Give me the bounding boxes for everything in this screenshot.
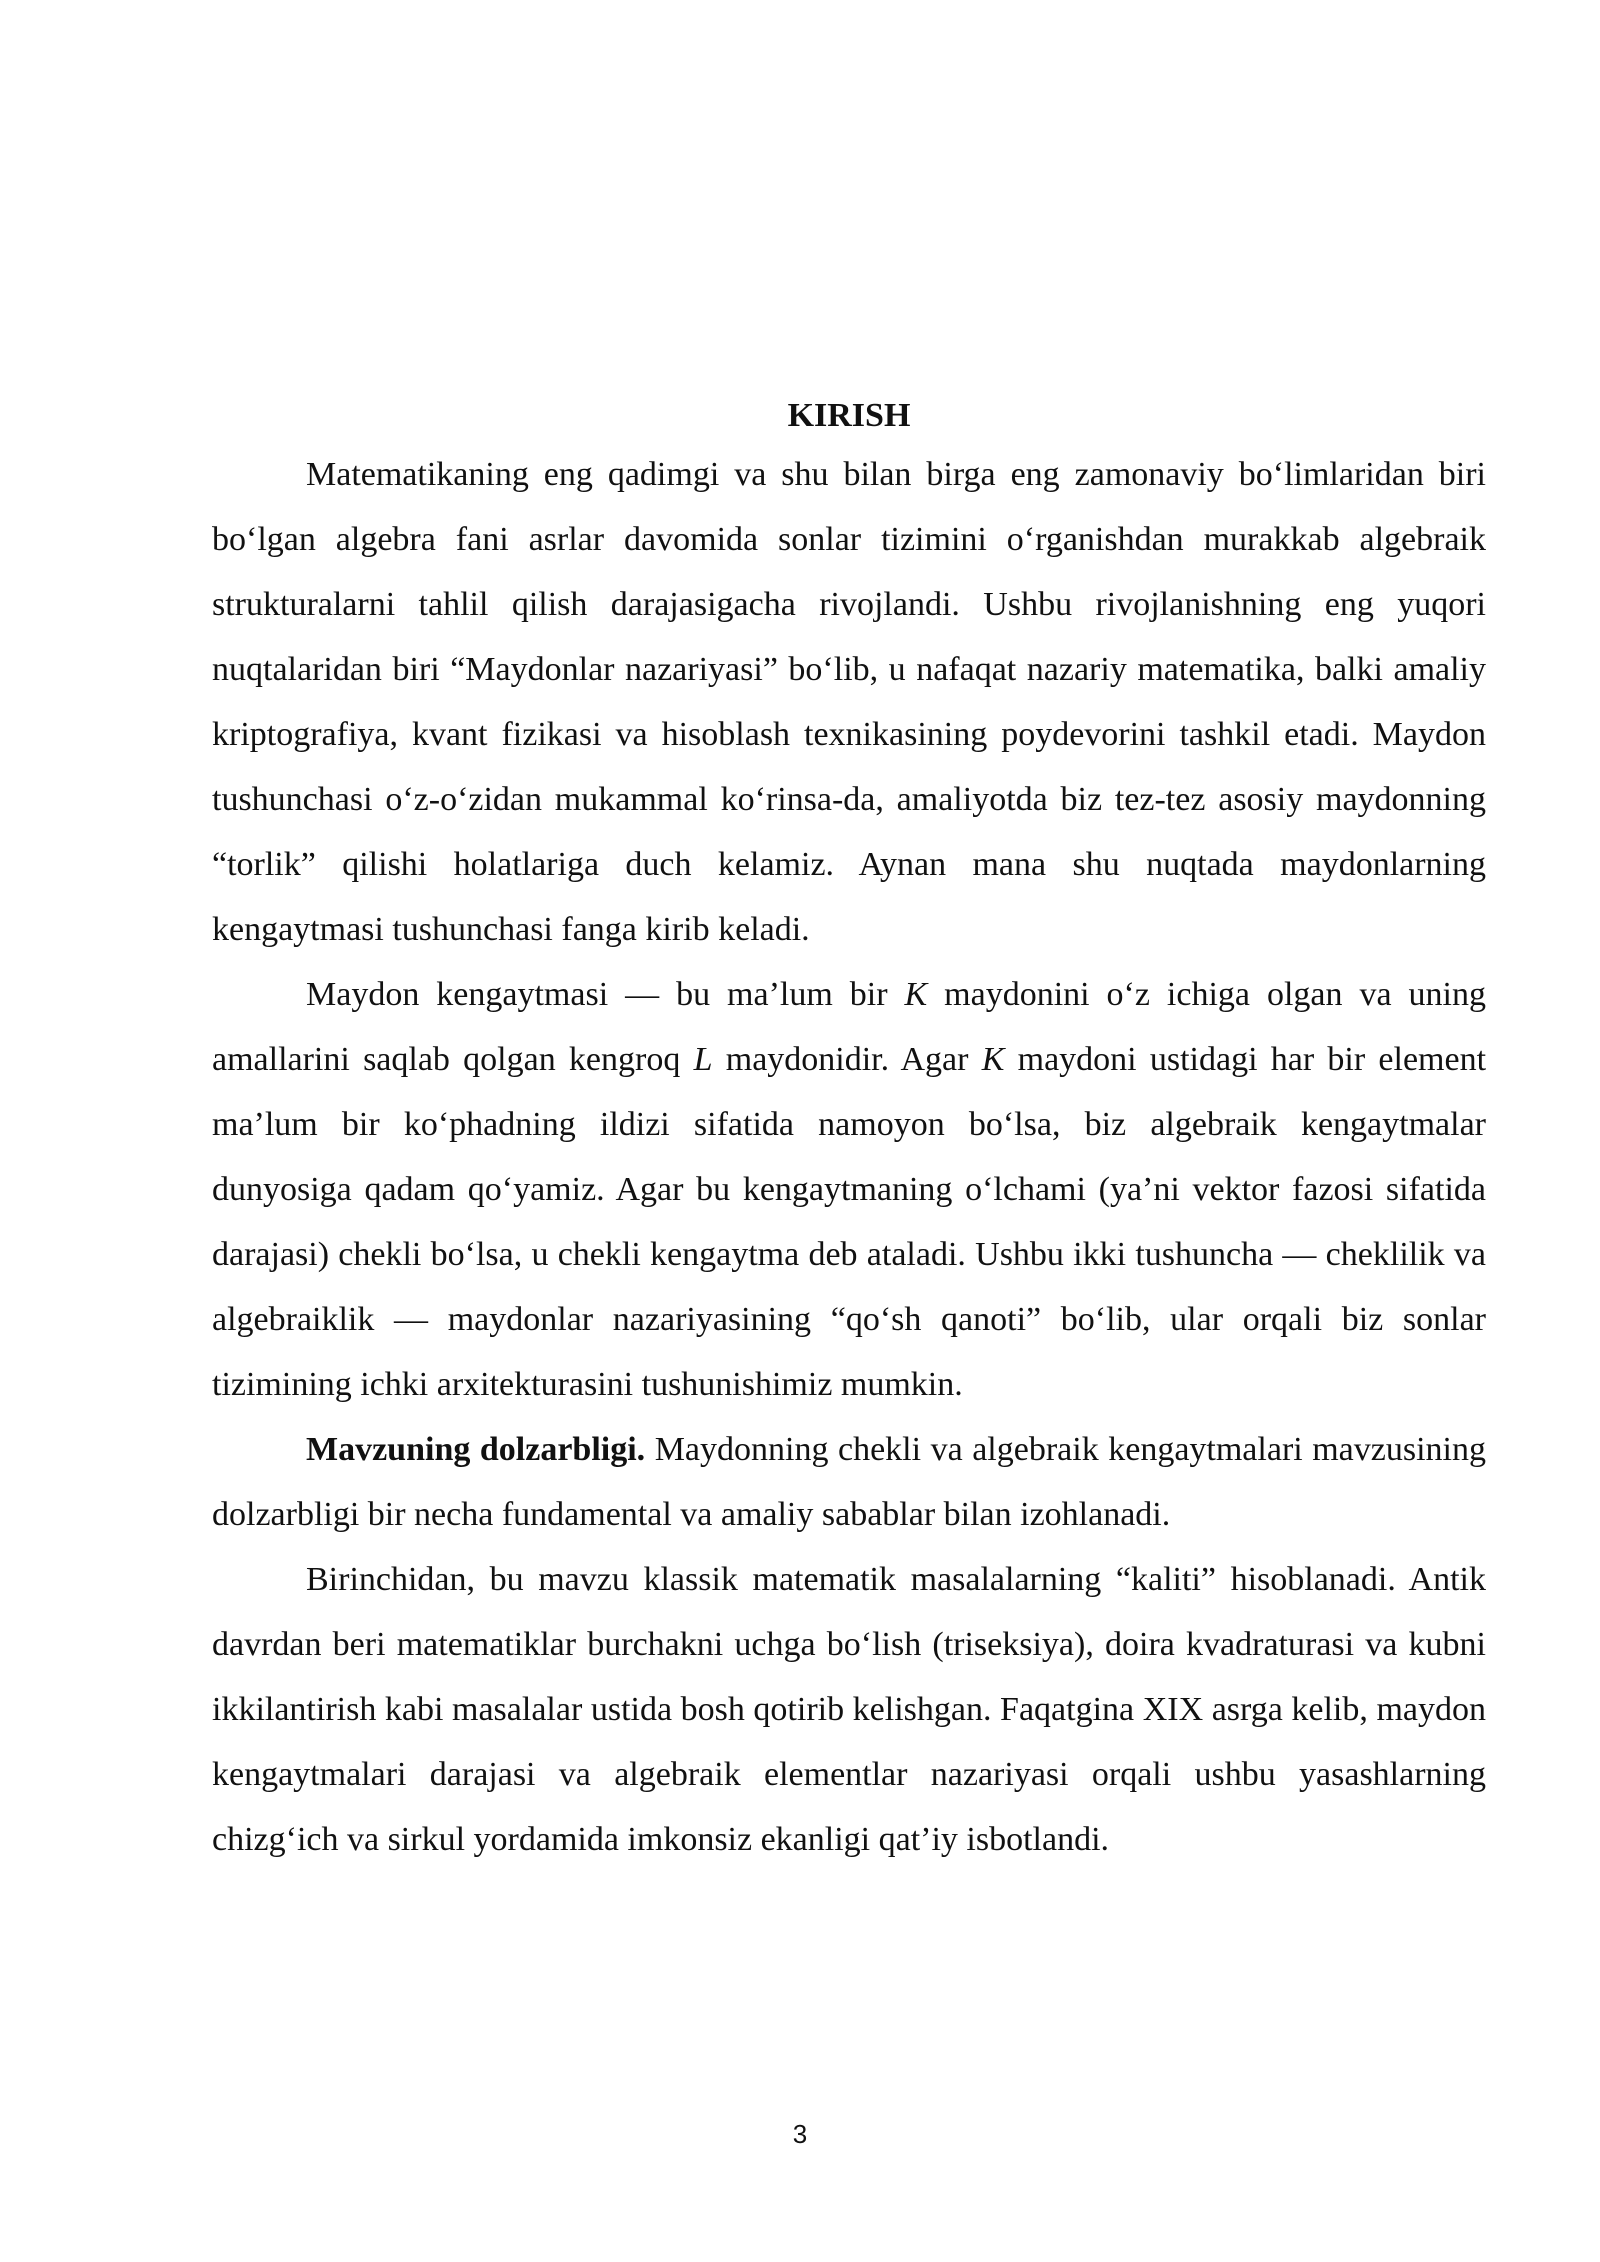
math-symbol-l: L [693,1041,713,1078]
math-symbol-k: K [981,1041,1005,1078]
paragraph-relevance [212,1417,1486,1547]
paragraph-field-extension [212,962,1486,1417]
page-body [212,392,1486,1872]
page-number: 3 [792,2119,808,2149]
text-segment: maydoni ustidagi har bir element ma’lum bir koʻphadning ildizi sifatida namoyon boʻlsa, biz algebraik kengaytmalar dunyosiga qadam qoʻyamiz. Agar bu kengaytmaning oʻlchami (ya’ni vektor fazosi sifatida darajasi) chekli boʻlsa, u chekli kengaytma deb ataladi. Ushbu ikki tushuncha — cheklilik va algebraiklik — maydonlar nazariyasining “qoʻsh qanoti” boʻlib, ular orqali biz sonlar tizimining ichki arxitekturasini tushunishimiz mumkin. [212,1041,1487,1403]
text-segment: Maydon kengaytmasi — bu ma’lum bir [306,976,905,1013]
section-heading: KIRISH [787,397,911,434]
text-segment: maydonidir. Agar [712,1041,982,1078]
relevance-heading: Mavzuning dolzarbligi. [306,1431,646,1468]
math-symbol-k: K [904,976,928,1013]
text-segment: Maydonning chekli va algebraik kengaytmalari mavzusining dolzarbligi bir necha fundamental va amaliy sabablar bilan izohlanadi. [212,1431,1486,1533]
paragraph-firstly: Birinchidan, bu mavzu klassik matematik masalalarning “kaliti” hisoblanadi. Antik davrdan beri matematiklar burchakni uchga boʻlish (triseksiya), doira kvadraturasi va kubni ikkilantirish kabi masalalar ustida bosh qotirib kelishgan. Faqatgina XIX asrga kelib, maydon kengaytmalari darajasi va algebraik elementlar nazariyasi orqali ushbu yasashlarning chizgʻich va sirkul yordamida imkonsiz ekanligi qat’iy isbotlandi. [212,1561,1486,1858]
text-segment: maydonini oʻz ichiga olgan va uning amallarini saqlab qolgan kengroq [212,976,1486,1078]
paragraph-intro: Matematikaning eng qadimgi va shu bilan birga eng zamonaviy boʻlimlaridan biri boʻlgan algebra fani asrlar davomida sonlar tizimini oʻrganishdan murakkab algebraik strukturalarni tahlil qilish darajasigacha rivojlandi. Ushbu rivojlanishning eng yuqori nuqtalaridan biri “Maydonlar nazariyasi” boʻlib, u nafaqat nazariy matematika, balki amaliy kriptografiya, kvant fizikasi va hisoblash texnikasining poydevorini tashkil etadi. Maydon tushunchasi oʻz-oʻzidan mukammal koʻrinsa-da, amaliyotda biz tez-tez asosiy maydonning “torlik” qilishi holatlariga duch kelamiz. Aynan mana shu nuqtada maydonlarning kengaytmasi tushunchasi fanga kirib keladi. [212,456,1486,948]
